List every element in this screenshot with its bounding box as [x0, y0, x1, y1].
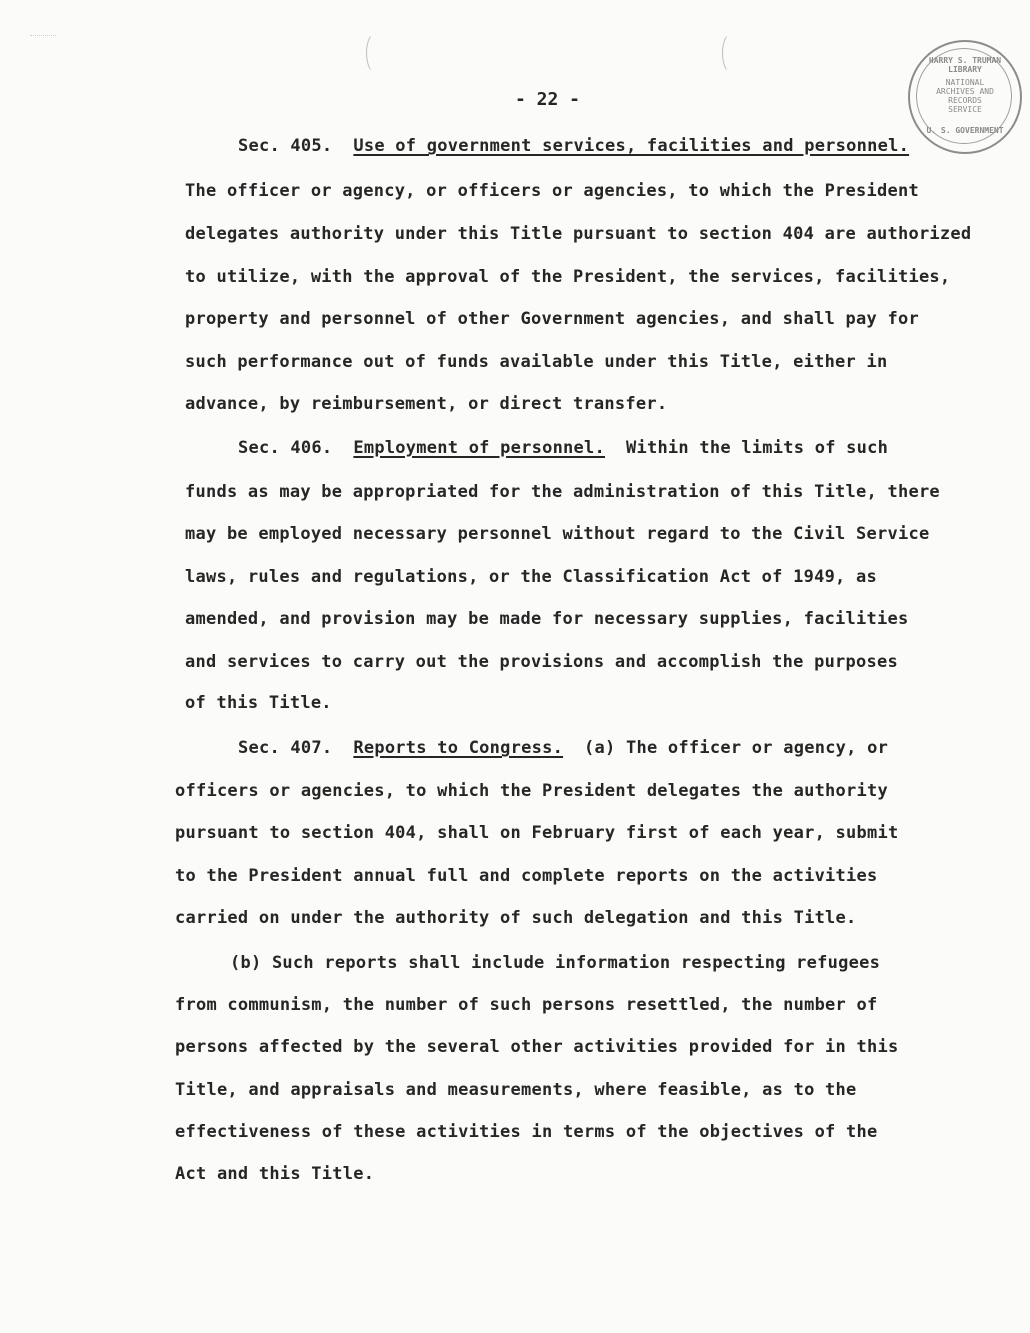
sec405-line-2: delegates authority under this Title pursuant to section 404 are authorized: [185, 224, 972, 244]
sec405-line-4: property and personnel of other Government agencies, and shall pay for: [185, 309, 919, 329]
sec407-line-4: carried on under the authority of such delegation and this Title.: [175, 908, 857, 928]
sec406-line-3: laws, rules and regulations, or the Classification Act of 1949, as: [185, 567, 878, 587]
sec405-heading-line: [238, 135, 909, 157]
sec405-number: Sec. 405.: [238, 136, 333, 156]
sec406-number: Sec. 406.: [238, 438, 333, 458]
sec407-b-line-6: Act and this Title.: [175, 1164, 375, 1184]
sec407-line-2: pursuant to section 404, shall on February first of each year, submit: [175, 823, 899, 843]
page-number: - 22 -: [515, 89, 581, 110]
stamp-middle-text: NATIONAL ARCHIVES AND RECORDS SERVICE: [936, 78, 994, 114]
sec405-line-1: The officer or agency, or officers or agencies, to which the President: [185, 181, 919, 201]
sec407-heading: Reports to Congress.: [353, 738, 564, 758]
sec407-b-line-2: from communism, the number of such persons resettled, the number of: [175, 995, 878, 1015]
sec407-line-1: officers or agencies, to which the President delegates the authority: [175, 781, 888, 801]
stamp-top-text: HARRY S. TRUMAN LIBRARY: [928, 56, 1002, 74]
sec405-line-3: to utilize, with the approval of the President, the services, facilities,: [185, 267, 951, 287]
sec407-b-line-5: effectiveness of these activities in terms of the objectives of the: [175, 1122, 878, 1142]
sec407-first-line-rest: (a) The officer or agency, or: [584, 738, 889, 758]
library-stamp: [908, 40, 1022, 154]
punch-mark: [366, 32, 386, 74]
sec405-heading: Use of government services, facilities and personnel.: [353, 136, 910, 156]
sec407-b-line-1: (b) Such reports shall include information respecting refugees: [230, 953, 881, 973]
sec406-heading-line: [238, 437, 888, 459]
sec407-b-line-3: persons affected by the several other activities provided for in this: [175, 1037, 899, 1057]
sec406-line-2: may be employed necessary personnel without regard to the Civil Service: [185, 524, 930, 544]
sec406-line-1: funds as may be appropriated for the administration of this Title, there: [185, 482, 940, 502]
punch-mark: [722, 32, 742, 74]
stamp-bottom-text: U. S. GOVERNMENT: [926, 126, 1004, 135]
sec405-line-6: advance, by reimbursement, or direct transfer.: [185, 394, 668, 414]
sec406-line-4: amended, and provision may be made for necessary supplies, facilities: [185, 609, 909, 629]
sec407-line-3: to the President annual full and complete reports on the activities: [175, 866, 878, 886]
sec407-number: Sec. 407.: [238, 738, 333, 758]
sec407-heading-line: [238, 737, 888, 759]
sec407-b-line-4: Title, and appraisals and measurements, where feasible, as to the: [175, 1080, 857, 1100]
sec406-first-line-rest: Within the limits of such: [625, 438, 889, 458]
sec405-line-5: such performance out of funds available under this Title, either in: [185, 352, 888, 372]
sec406-line-6: of this Title.: [185, 693, 332, 713]
smudge-mark: [30, 35, 56, 42]
sec406-line-5: and services to carry out the provisions and accomplish the purposes: [185, 652, 898, 672]
sec406-heading: Employment of personnel.: [353, 438, 605, 458]
